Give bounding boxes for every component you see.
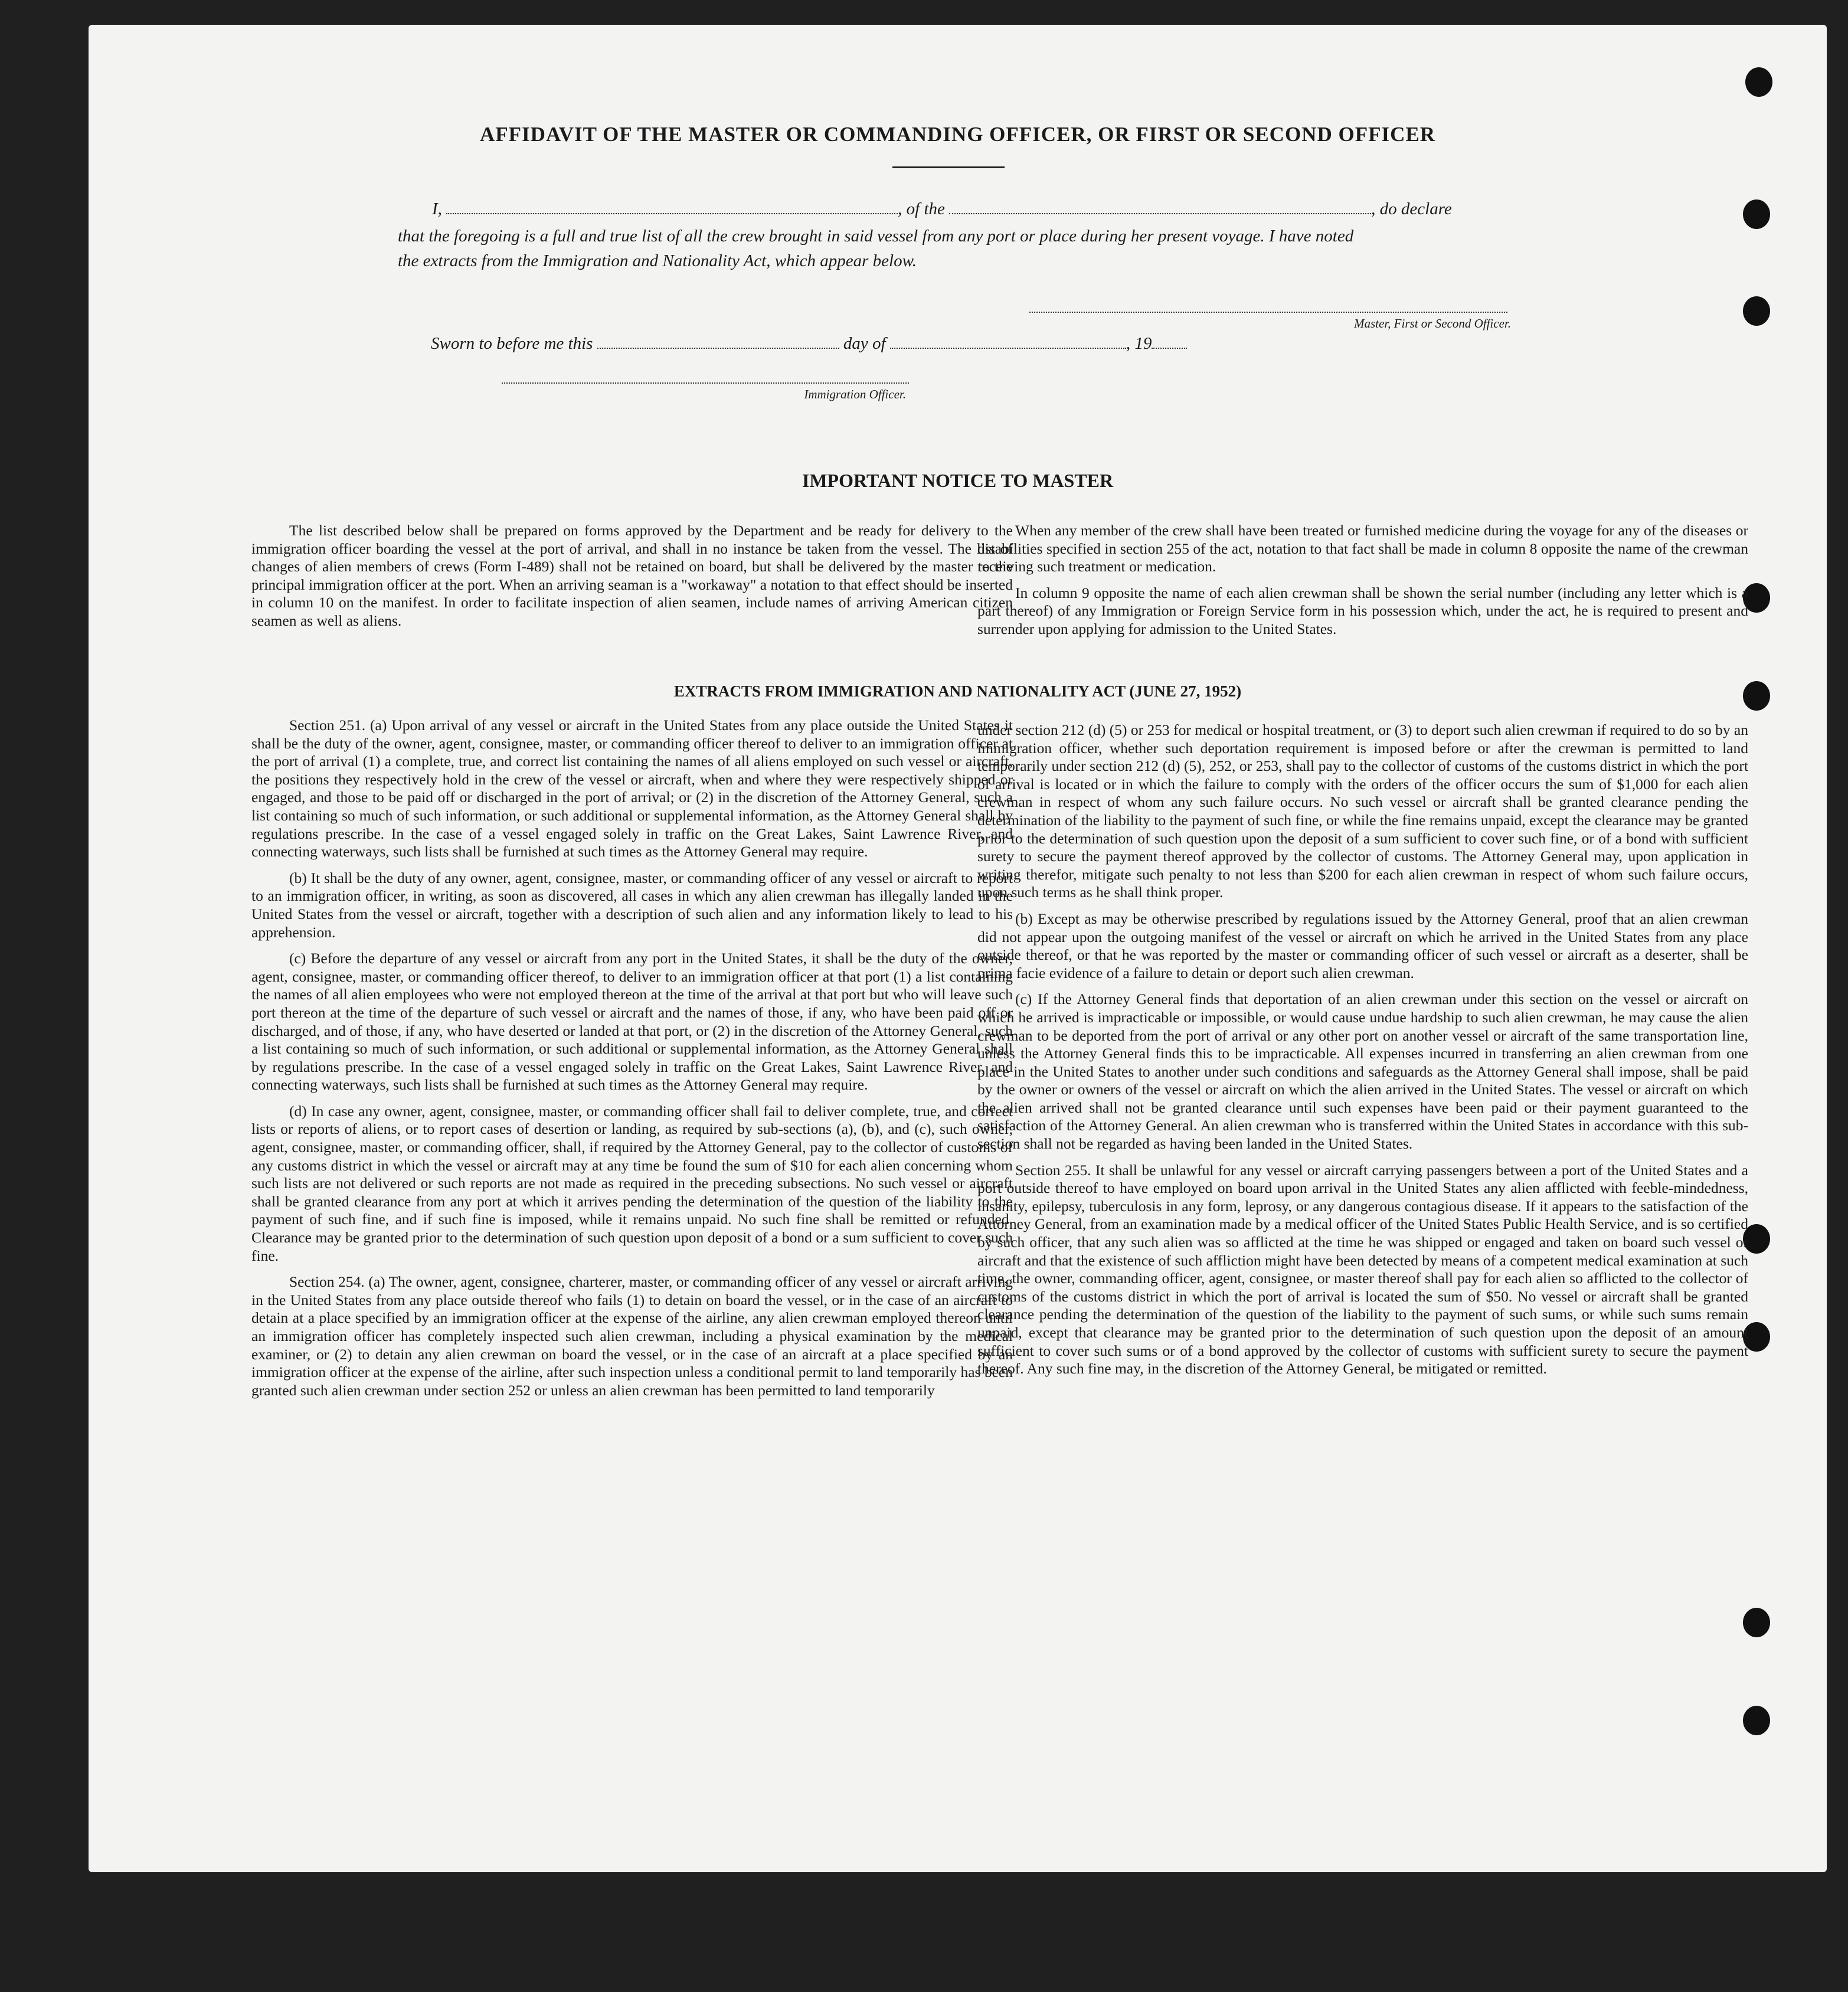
master-signature-line[interactable] bbox=[1029, 312, 1507, 313]
extracts-left-column bbox=[251, 717, 1013, 1408]
declaration-line-2: that the foregoing is a full and true list of all the crew brought in said vessel from any port or place during her present voyage. I have noted bbox=[398, 227, 1354, 246]
vessel-name-field[interactable] bbox=[949, 200, 1371, 214]
extract-paragraph: Section 251. (a) Upon arrival of any vessel or aircraft in the United States from any place outside the United States it shall be the duty of the owner, agent, consignee, master, or commanding officer thereof to deliver to an immigration officer at the port of arrival (1) a complete, true, and correct list containing the names of all aliens employed on such vessel or aircraft, the positions they respectively hold in the crew of the vessel or aircraft, when and where they were respectively shipped or engaged, and those to be paid off or discharged in the port of arrival; or (2) in the discretion of the Attorney General, such a list containing so much of such information, or such additional or supplemental information, as the Attorney General shall by regulations prescribe. In the case of a vessel engaged solely in traffic on the Great Lakes, Saint Lawrence River, and connecting waterways, such lists shall be furnished at such times as the Attorney General may require. bbox=[251, 717, 1013, 861]
day-of-label: day of bbox=[843, 334, 886, 353]
notice-left-column bbox=[251, 522, 1013, 639]
notice-right-column bbox=[977, 522, 1748, 647]
extract-paragraph: under section 212 (d) (5) or 253 for medical or hospital treatment, or (3) to deport such alien crewman if required to do so by an immigration officer, whether such deportation requirement is imposed before or after the crewman is permitted to land temporarily under section 212 (d) (5), 252, or 253, shall pay to the collector of customs of the customs district in which the port of arrival is located or in which the failure to comply with the orders of the officer occurs the sum of $1,000 for each alien crewman in respect of whom any such failure occurs. No such vessel or aircraft shall be granted clearance pending the determination of the liability to the payment of such fine, or while the fine remains unpaid, except the clearance may be granted prior to the determination of such question upon the deposit of a sum sufficient to cover such fine, or of a bond with sufficient surety to secure the payment thereof approved by the collector of customs. The Attorney General may, upon application in writing therefor, mitigate such penalty to not less than $200 for each alien crewman in respect of whom such failure occurs, upon such terms as he shall think proper. bbox=[977, 721, 1748, 901]
extract-paragraph: (b) It shall be the duty of any owner, agent, consignee, master, or commanding officer of any vessel or aircraft to report to an immigration officer, in writing, as soon as discovered, all cases in which any alien crewman has illegally landed in the United States from the vessel or aircraft, together with a description of such alien and any information likely to lead to his apprehension. bbox=[251, 869, 1013, 941]
sworn-month-field[interactable] bbox=[890, 335, 1126, 349]
declarant-label: I, bbox=[432, 199, 442, 218]
extract-paragraph: (d) In case any owner, agent, consignee, master, or commanding officer shall fail to deliver complete, true, and correct lists or reports of aliens, or to report cases of desertion or landing, as required by sub-sections (a), (b), and (c), such owner, agent, consignee, master, or commanding officer, shall, if required by the Attorney General, pay to the collector of customs of any customs district in which the vessel or aircraft may at any time be found the sum of $10 for each alien concerning whom such lists are not delivered or such reports are not made as required in the preceding subsections. No such vessel or aircraft shall be granted clearance from any port at which it arrives pending the determination of the question of the liability to the payment of such fine, and if such fine is imposed, while it remains unpaid. No such fine shall be remitted or refunded. Clearance may be granted prior to the determination of such question upon deposit of a bond or a sum sufficient to cover such fine. bbox=[251, 1102, 1013, 1264]
extract-paragraph: (c) Before the departure of any vessel or aircraft from any port in the United States, it shall be the duty of the owner, agent, consignee, master, or commanding officer thereof, to deliver to an immigration officer at that port (1) a list containing the names of all alien employees who were not employed thereon at the time of the arrival at that port but who will leave such port thereon at the time of the departure of such vessel or aircraft and the names of those, if any, who have been paid off or discharged, and of those, if any, who have deserted or landed at that port, or (2) in the discretion of the Attorney General, such a list containing so much of such information, or such additional or supplemental information, as the Attorney General shall by regulations prescribe. In the case of a vessel engaged solely in traffic on the Great Lakes, Saint Lawrence River, and connecting waterways, such lists shall be furnished at such times as the Attorney General may require. bbox=[251, 950, 1013, 1094]
extracts-right-column bbox=[977, 721, 1748, 1386]
immigration-officer-caption: Immigration Officer. bbox=[804, 387, 906, 401]
declaration-line-3: the extracts from the Immigration and Nationality Act, which appear below. bbox=[398, 251, 917, 270]
sworn-line bbox=[431, 334, 1316, 354]
year-label: , 19 bbox=[1126, 334, 1152, 353]
immigration-officer-signature-line[interactable] bbox=[502, 382, 909, 384]
sworn-year-field[interactable] bbox=[1152, 335, 1187, 349]
of-the-label: , of the bbox=[898, 199, 945, 218]
binder-hole-decoration bbox=[1743, 1608, 1770, 1637]
extracts-title: EXTRACTS FROM IMMIGRATION AND NATIONALITY ACT (JUNE 27, 1952) bbox=[673, 682, 1242, 700]
binder-hole-decoration bbox=[1745, 67, 1772, 97]
binder-hole-decoration bbox=[1743, 1706, 1770, 1735]
notice-title: IMPORTANT NOTICE TO MASTER bbox=[802, 470, 1114, 491]
master-signature-caption: Master, First or Second Officer. bbox=[1354, 316, 1511, 331]
sworn-label: Sworn to before me this bbox=[431, 334, 593, 353]
declarant-name-field[interactable] bbox=[446, 200, 898, 214]
notice-paragraph: In column 9 opposite the name of each alien crewman shall be shown the serial number (including any letter which is a part thereof) of any Immigration or Foreign Service form in his possession which, under the act, he is required to present and surrender upon applying for admission to the United States. bbox=[977, 584, 1748, 637]
document-page bbox=[89, 25, 1827, 1872]
sworn-day-field[interactable] bbox=[597, 335, 839, 349]
notice-paragraph: The list described below shall be prepared on forms approved by the Department and be ready for delivery to the immigration officer boarding the vessel at the port of arrival, and shall in no instance be taken from the vessel. The list of changes of alien members of crews (Form I-489) shall not be retained on board, but shall be delivered by the master to the principal immigration officer at the port. When an arriving seaman is a "workaway" a notation to that effect should be inserted in column 10 on the manifest. In order to facilitate inspection of alien seamen, include names of arriving American citizen seamen as well as aliens. bbox=[251, 522, 1013, 629]
extract-paragraph: Section 255. It shall be unlawful for any vessel or aircraft carrying passengers between a port of the United States and a port outside thereof to have employed on board upon arrival in the United States any alien afflicted with feeble-mindedness, insanity, epilepsy, tuberculosis in any form, leprosy, or any dangerous contagious disease. If it appears to the satisfaction of the Attorney General, from an examination made by a medical officer of the United States Public Health Service, and is so certified by such officer, that any such alien was so afflicted at the time he was shipped or engaged and taken on board such vessel or aircraft and that the existence of such affliction might have been detected by means of a competent medical examination at such time, the owner, commanding officer, agent, consignee, or master thereof shall pay for each alien so afflicted to the collector of customs of the customs district in which the port of arrival is located the sum of $50. No vessel or aircraft shall be granted clearance pending the determination of the question of the liability to the payment of such sums, or while such sums remain unpaid, except that clearance may be granted prior to the determination of such question upon the deposit of an amount sufficient to cover such sums or of a bond approved by the collector of customs with sufficient surety to secure the payment thereof. Any such fine may, in the discretion of the Attorney General, be mitigated or remitted. bbox=[977, 1161, 1748, 1378]
notice-paragraph: When any member of the crew shall have been treated or furnished medicine during the voyage for any of the diseases or disabilities specified in section 255 of the act, notation to that fact shall be made in column 8 opposite the name of the crewman receiving such treatment or medication. bbox=[977, 522, 1748, 575]
binder-hole-decoration bbox=[1743, 296, 1770, 326]
binder-hole-decoration bbox=[1743, 199, 1770, 229]
extract-paragraph: Section 254. (a) The owner, agent, consignee, charterer, master, or commanding officer of any vessel or aircraft arriving in the United States from any place outside thereof who fails (1) to detain on board the vessel, or in the case of an aircraft to detain at a place specified by an immigration officer at the expense of the airline, any alien crewman employed thereon until an immigration officer has completely inspected such alien crewman, including a physical examination by the medical examiner, or (2) to detain any alien crewman on board the vessel, or in the case of an aircraft at a place specified by an immigration officer at the expense of the airline, after such inspection unless a conditional permit to land temporarily has been granted such alien crewman under section 252 or unless an alien crewman has been permitted to land temporarily bbox=[251, 1273, 1013, 1399]
affidavit-title: AFFIDAVIT OF THE MASTER OR COMMANDING OFFICER, OR FIRST OR SECOND OFFICER bbox=[480, 123, 1435, 146]
extract-paragraph: (c) If the Attorney General finds that deportation of an alien crewman under this section on the vessel or aircraft on which he arrived is impracticable or impossible, or would cause undue hardship to such alien crewman, he may cause the alien crewman to be deported from the port of arrival or any other port on another vessel or aircraft of the same transportation line, unless the Attorney General finds this to be impracticable. All expenses incurred in transferring an alien crewman from one place in the United States to another under such conditions and safeguards as the Attorney General shall impose, shall be paid by the owner or owners of the vessel or aircraft on which the alien arrived in the United States. The vessel or aircraft on which the alien arrived shall not be granted clearance until such expenses have been paid or their payment guaranteed to the satisfaction of the Attorney General. An alien crewman who is transferred within the United States in accordance with this sub-section shall not be regarded as having been landed in the United States. bbox=[977, 990, 1748, 1153]
declaration-line bbox=[432, 199, 1648, 219]
extract-paragraph: (b) Except as may be otherwise prescribed by regulations issued by the Attorney General, proof that an alien crewman did not appear upon the outgoing manifest of the vessel or aircraft on which he arrived in the United States from any place outside thereof, or that he was reported by the master or commanding officer of such vessel or aircraft as a deserter, shall be prima facie evidence of a failure to detain or deport such alien crewman. bbox=[977, 910, 1748, 982]
do-declare-label: , do declare bbox=[1371, 199, 1452, 218]
title-divider bbox=[892, 166, 1005, 168]
